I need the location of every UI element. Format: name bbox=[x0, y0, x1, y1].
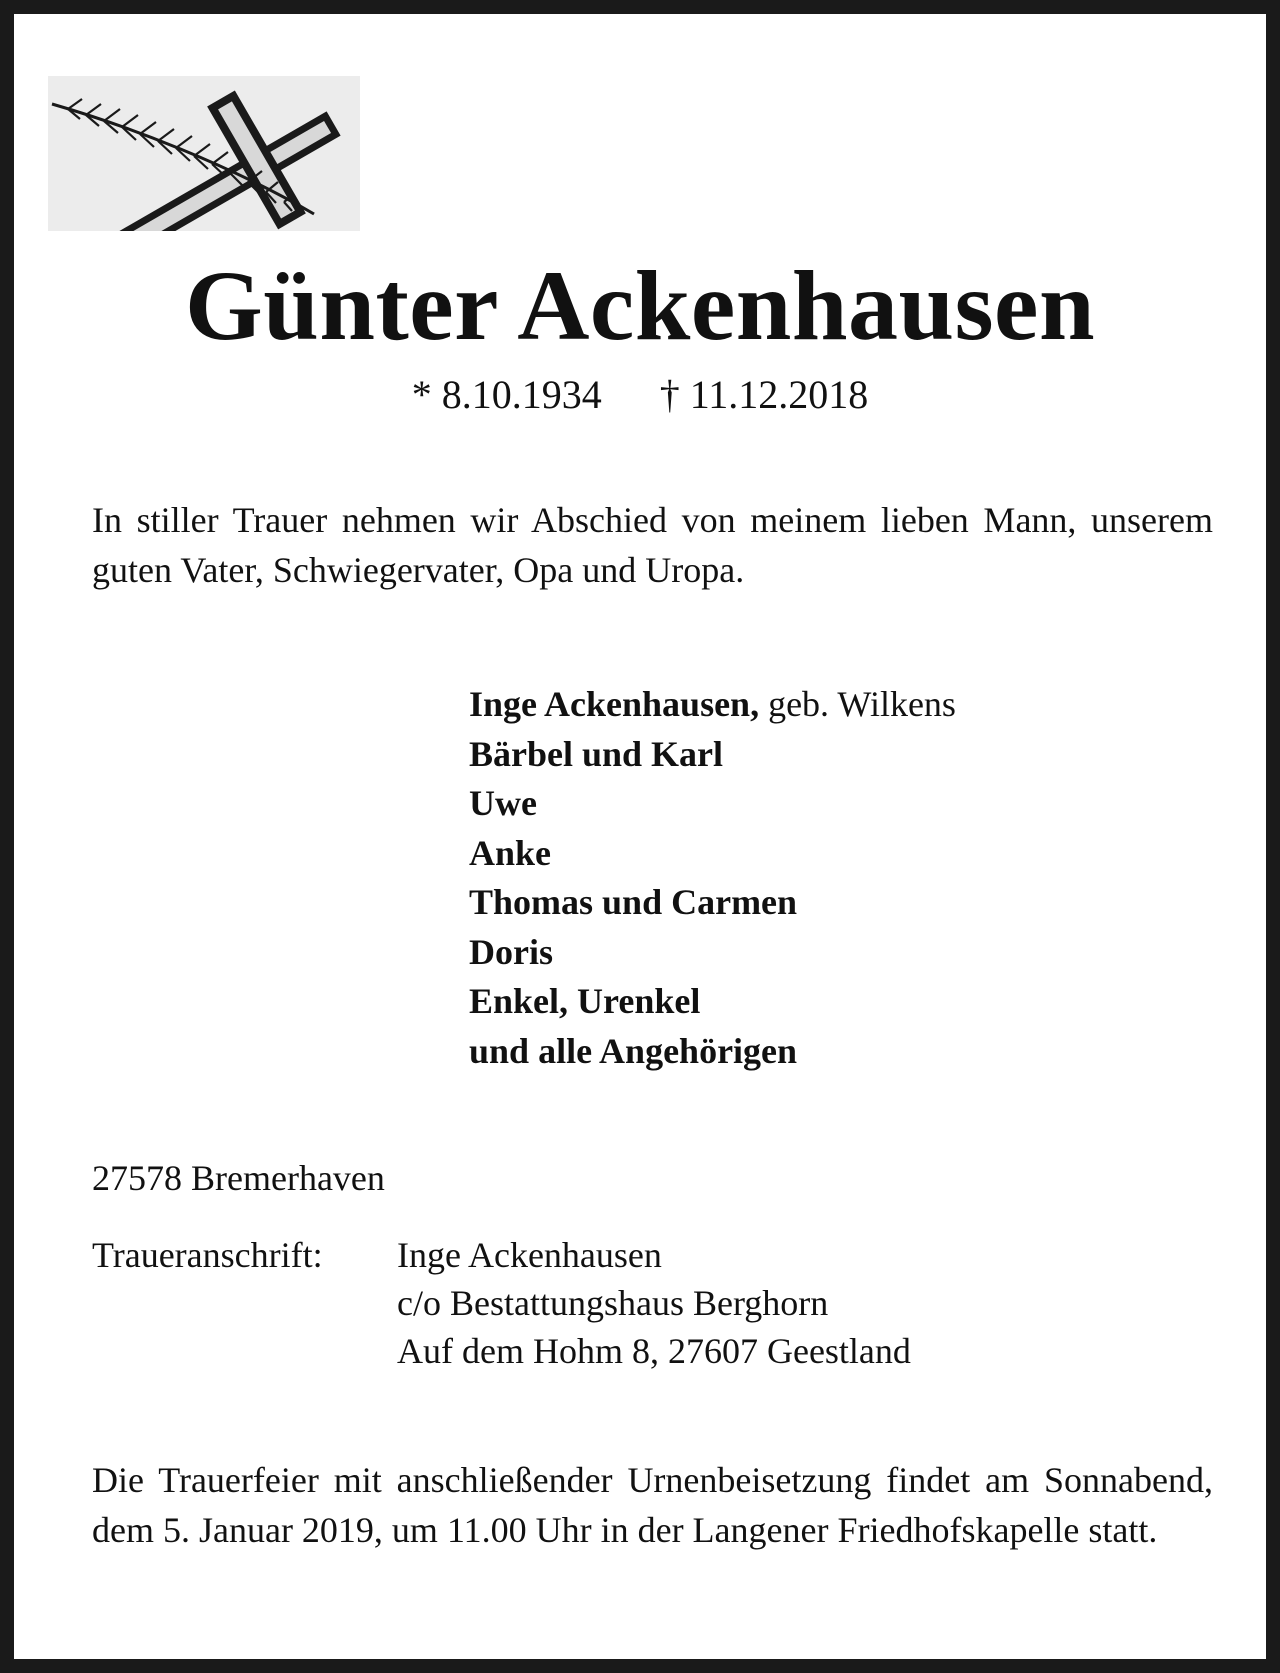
mourner-item: Doris bbox=[469, 931, 553, 972]
cross-with-palm-branch-icon bbox=[48, 76, 360, 231]
birth-date: * 8.10.1934 bbox=[411, 372, 602, 417]
ceremony-details: Die Trauerfeier mit anschließender Urnenbeisetzung findet am Sonnabend, dem 5. Januar 2019, um 11.00 Uhr in der Langener Friedhofskapelle statt. bbox=[92, 1460, 1213, 1550]
mourner-primary-maiden-name: geb. Wilkens bbox=[759, 684, 956, 724]
farewell-message: In stiller Trauer nehmen wir Abschied von meinem lieben Mann, unserem guten Vater, Schwiegervater, Opa und Uropa. bbox=[92, 500, 1213, 590]
city-line: 27578 Bremerhaven bbox=[92, 1158, 385, 1198]
mourner-primary-name: Inge Ackenhausen, bbox=[469, 684, 760, 724]
address-line: c/o Bestattungshaus Berghorn bbox=[397, 1283, 829, 1323]
mourner-item: Bärbel und Karl bbox=[469, 733, 724, 774]
address-line: Inge Ackenhausen bbox=[397, 1235, 662, 1275]
mourners-list bbox=[469, 680, 956, 1076]
mourner-item: Thomas und Carmen bbox=[469, 882, 798, 922]
address-lines bbox=[397, 1231, 911, 1375]
life-dates bbox=[28, 371, 1252, 419]
mourner-item: und alle Angehörigen bbox=[469, 1030, 798, 1071]
mourner-item: Anke bbox=[469, 832, 552, 873]
address-line: Auf dem Hohm 8, 27607 Geestland bbox=[397, 1331, 911, 1371]
death-date: † 11.12.2018 bbox=[659, 372, 869, 417]
deceased-name: Günter Ackenhausen bbox=[184, 250, 1096, 361]
mourner-primary bbox=[469, 680, 956, 730]
mourner-item: Uwe bbox=[469, 783, 537, 823]
mourner-item: Enkel, Urenkel bbox=[469, 981, 701, 1021]
address-label: Traueranschrift: bbox=[92, 1235, 323, 1275]
